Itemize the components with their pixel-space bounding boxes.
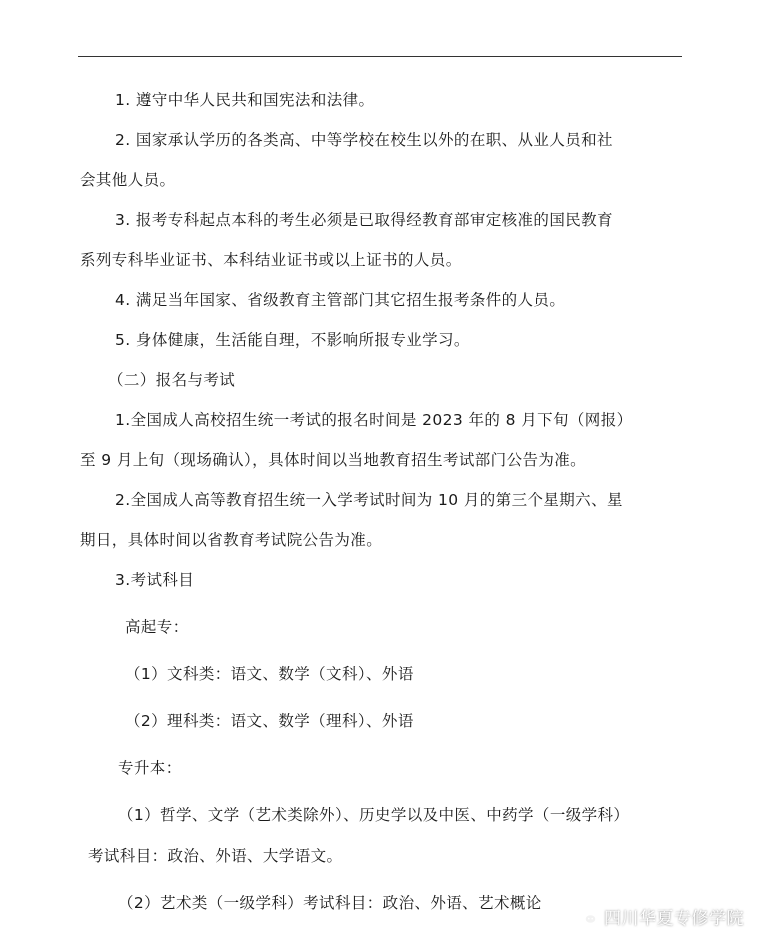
condition-4: 4. 满足当年国家、省级教育主管部门其它招生报考条件的人员。 (115, 291, 566, 309)
watermark-text: 四川华夏专修学院 (604, 908, 744, 929)
condition-1: 1. 遵守中华人民共和国宪法和法律。 (115, 91, 375, 109)
zhuanshengben-item-1: （1）哲学、文学（艺术类除外）、历史学以及中医、中药学（一级学科） (118, 806, 630, 824)
wechat-icon (574, 904, 598, 928)
header-rule (78, 56, 682, 57)
condition-2: 2. 国家承认学历的各类高、中等学校在校生以外的在职、从业人员和社 (115, 131, 613, 149)
condition-3-cont: 系列专科毕业证书、本科结业证书或以上证书的人员。 (80, 251, 462, 269)
condition-2-cont: 会其他人员。 (80, 171, 176, 189)
zhuanshengben-item-2: （2）艺术类（一级学科）考试科目：政治、外语、艺术概论 (118, 894, 542, 912)
exam-time: 2.全国成人高等教育招生统一入学考试时间为 10 月的第三个星期六、星 (115, 491, 623, 509)
watermark (574, 902, 744, 930)
registration-time: 1.全国成人高校招生统一考试的报名时间是 2023 年的 8 月下旬（网报） (115, 411, 633, 429)
gaoqizhuan-label: 高起专： (125, 618, 189, 636)
condition-5: 5. 身体健康，生活能自理，不影响所报专业学习。 (115, 331, 470, 349)
condition-3: 3. 报考专科起点本科的考生必须是已取得经教育部审定核准的国民教育 (115, 211, 613, 229)
section-heading: （二）报名与考试 (108, 371, 236, 389)
gaoqizhuan-science: （2）理科类：语文、数学（理科）、外语 (125, 712, 414, 730)
gaoqizhuan-arts: （1）文科类：语文、数学（文科）、外语 (125, 665, 414, 683)
exam-time-cont: 期日，具体时间以省教育考试院公告为准。 (80, 531, 383, 549)
zhuanshengben-label: 专升本： (118, 759, 182, 777)
registration-time-cont: 至 9 月上旬（现场确认），具体时间以当地教育招生考试部门公告为准。 (80, 451, 587, 469)
zhuanshengben-item-1-cont: 考试科目：政治、外语、大学语文。 (88, 847, 343, 865)
exam-subjects-heading: 3.考试科目 (115, 571, 195, 589)
